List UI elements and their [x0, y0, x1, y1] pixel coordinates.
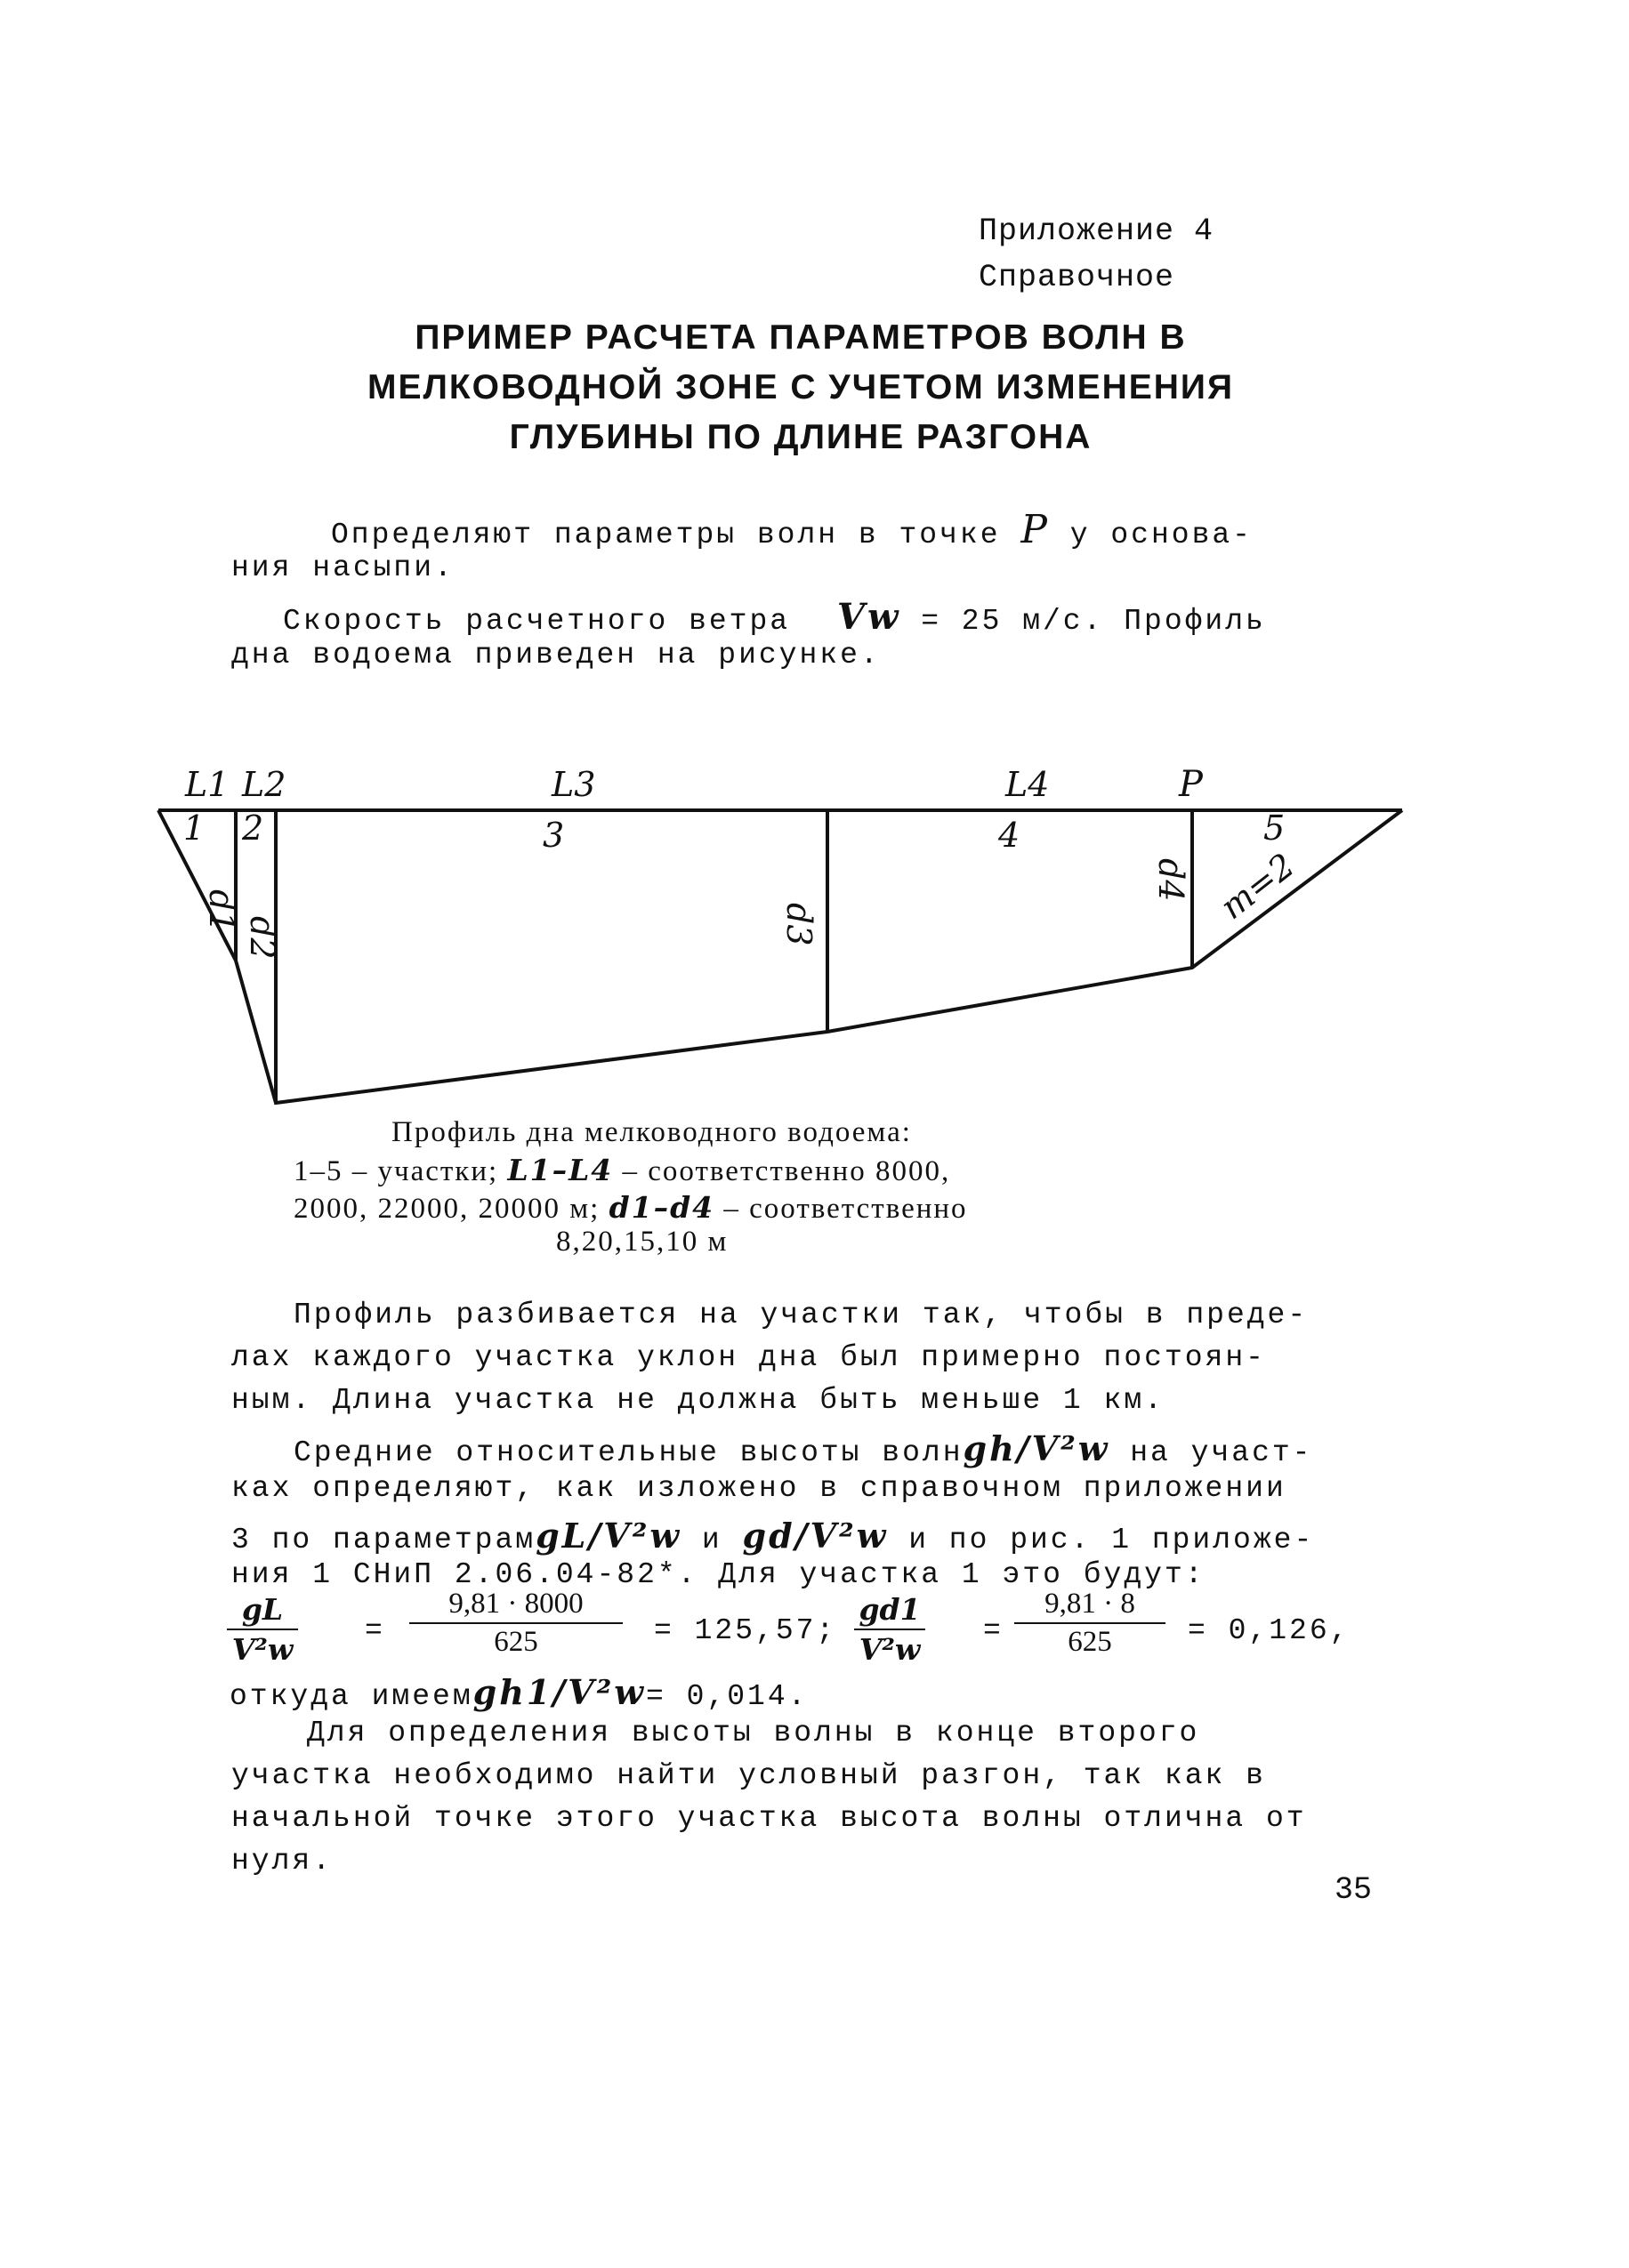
body-text: = 0,014. — [646, 1680, 809, 1713]
label-l4: L4 — [1005, 765, 1050, 804]
section-number-2: 2 — [242, 808, 264, 848]
fraction-numeric-1 — [409, 1588, 623, 1659]
body-paragraph-4-line-4: ния 1 СНиП 2.06.04-82*. Для участка 1 это будут: — [231, 1558, 1206, 1591]
formula-expression: gh/V²w — [963, 1428, 1110, 1468]
page-title-line-3: ГЛУБИНЫ ПО ДЛИНЕ РАЗГОНА — [509, 418, 1093, 456]
body-paragraph-3-line-2: лах каждого участка уклон дна был примерно постоян- — [231, 1341, 1266, 1374]
section-number-4: 4 — [998, 816, 1020, 855]
fraction-numerator: 9,81 · 8 — [1044, 1588, 1135, 1620]
body-text: на участ- — [1130, 1436, 1313, 1469]
result-value-2: = 0,126, — [1188, 1614, 1351, 1647]
intro-paragraph-2-cont: дна водоема приведен на рисунке. — [231, 639, 881, 672]
closing-paragraph-line-2: участка необходимо найти условный разгон, так как в — [231, 1759, 1266, 1792]
section-number-5: 5 — [1263, 808, 1286, 848]
caption-var: d1–d4 — [609, 1190, 715, 1225]
formula-expression: gh1/V²w — [472, 1672, 646, 1712]
fraction-gl-over-vw — [227, 1592, 298, 1667]
fraction-denominator: V²w — [231, 1632, 294, 1667]
body-paragraph-3-line-1: Профиль разбивается на участки так, чтобы в преде- — [294, 1299, 1309, 1331]
body-text: и — [701, 1524, 722, 1556]
label-l1: L1 — [185, 765, 230, 804]
fraction-numerator: gd1 — [859, 1592, 921, 1627]
label-d1: d1 — [202, 889, 241, 933]
page-title-line-2: МЕЛКОВОДНОЙ ЗОНЕ С УЧЕТОМ ИЗМЕНЕНИЯ — [367, 368, 1234, 406]
result-line — [230, 1672, 808, 1713]
figure-labels — [183, 764, 1302, 960]
body-paragraph-4-line-2: ках определяют, как изложено в справочном приложении — [231, 1472, 1286, 1505]
formula-expression: gL/V²w — [536, 1516, 682, 1556]
section-number-1: 1 — [183, 808, 206, 848]
figure-caption-line-4: 8,20,15,10 м — [556, 1226, 729, 1258]
fraction-denominator: 625 — [494, 1626, 538, 1658]
body-text: 3 по параметрам — [231, 1524, 536, 1556]
body-text: откуда имеем — [230, 1680, 473, 1713]
closing-paragraph-line-1: Для определения высоты волны в конце второго — [307, 1717, 1200, 1749]
intro-text: Определяют параметры волн в точке — [331, 519, 1001, 551]
label-slope: m=2 — [1213, 845, 1302, 928]
body-paragraph-4-line-3 — [231, 1516, 1314, 1556]
intro-paragraph-1-cont: ния насыпи. — [231, 551, 455, 584]
label-d4: d4 — [1151, 858, 1190, 902]
body-paragraph-4-line-1 — [294, 1428, 1312, 1469]
fraction-bar — [409, 1622, 623, 1624]
fraction-numerator: gL — [241, 1592, 284, 1627]
appendix-label: Приложение 4 — [979, 213, 1214, 249]
body-text: и по рис. 1 приложе- — [908, 1524, 1315, 1556]
fraction-numerator: 9,81 · 8000 — [448, 1588, 584, 1620]
intro-text: = 25 м/с. Профиль — [921, 605, 1266, 638]
formula-expression: gd/V²w — [742, 1516, 889, 1556]
closing-paragraph-line-3: начальной точке этого участка высота волны отлична от — [231, 1802, 1307, 1835]
equals-sign: = — [983, 1614, 1004, 1647]
profile-outline — [158, 810, 1402, 1103]
point-p-symbol: P — [1020, 507, 1050, 552]
body-paragraph-3-line-3: ным. Длина участка не должна быть меньше 1 км. — [231, 1384, 1165, 1417]
fraction-bar — [854, 1629, 925, 1630]
fraction-denominator: 625 — [1068, 1626, 1112, 1658]
result-value-1: = 125,57; — [654, 1614, 837, 1647]
section-number-3: 3 — [543, 816, 565, 855]
caption-var: L1–L4 — [507, 1153, 614, 1187]
fraction-denominator: V²w — [859, 1632, 921, 1667]
label-d3: d3 — [779, 903, 819, 946]
fraction-bar — [227, 1629, 298, 1630]
figure-caption-line-2 — [294, 1153, 950, 1188]
caption-text: 2000, 22000, 20000 м; — [294, 1193, 601, 1225]
intro-text: Скорость расчетного ветра — [283, 605, 791, 638]
label-l3: L3 — [552, 765, 596, 804]
label-d2: d2 — [243, 916, 282, 960]
closing-paragraph-line-4: нуля. — [231, 1845, 334, 1878]
caption-text: – соответственно — [723, 1193, 968, 1225]
caption-text: 1–5 – участки; — [294, 1155, 499, 1187]
appendix-type: Справочное — [979, 260, 1175, 295]
figure-caption-line-3 — [294, 1190, 968, 1226]
profile-lines — [158, 810, 1402, 1103]
fraction-bar — [1014, 1622, 1165, 1624]
body-text: Средние относительные высоты волн — [294, 1436, 964, 1469]
figure-caption-line-1: Профиль дна мелководного водоема: — [391, 1116, 912, 1148]
fraction-numeric-2 — [1014, 1588, 1165, 1659]
page-title-line-1: ПРИМЕР РАСЧЕТА ПАРАМЕТРОВ ВОЛН В — [415, 318, 1187, 357]
fraction-gd-over-vw — [854, 1592, 925, 1667]
wind-speed-symbol: Vw — [836, 596, 901, 638]
caption-text: – соответственно 8000, — [622, 1155, 951, 1187]
equals-sign: = — [365, 1614, 385, 1647]
label-p: P — [1179, 764, 1203, 805]
intro-text: у основа- — [1069, 519, 1253, 551]
label-l2: L2 — [242, 765, 286, 804]
page-number: 35 — [1335, 1872, 1373, 1908]
